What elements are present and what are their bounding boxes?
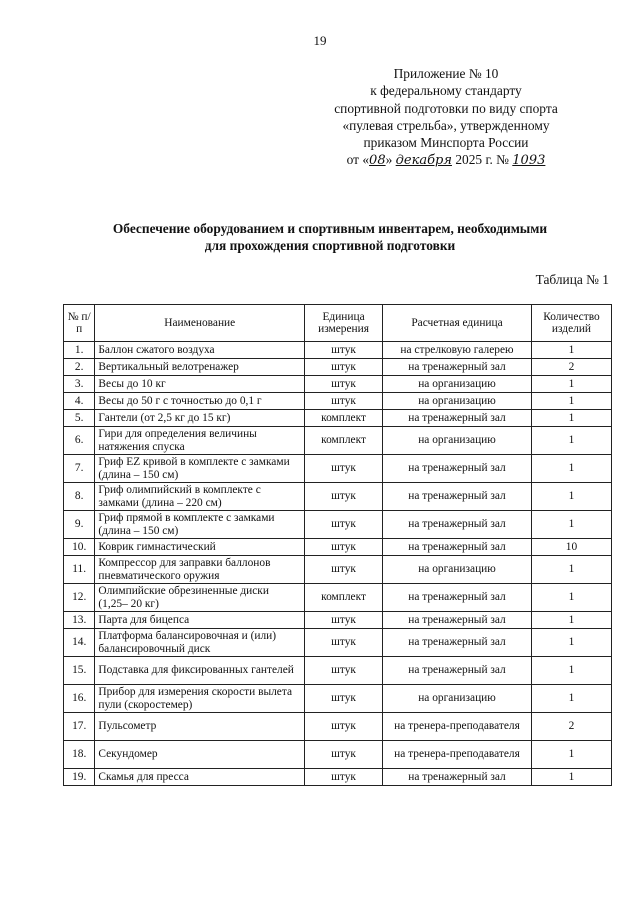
quantity-cell: 1 <box>531 511 611 539</box>
unit-cell: штук <box>305 483 383 511</box>
table-row <box>64 427 612 455</box>
item-name-cell: Гриф прямой в комплекте с замками (длина – 150 см) <box>95 511 305 539</box>
quantity-cell: 1 <box>531 427 611 455</box>
appendix-date-line <box>296 151 596 169</box>
date-prefix: от « <box>346 152 370 168</box>
calc-unit-cell: на организацию <box>383 376 532 393</box>
unit-cell: штук <box>305 713 383 741</box>
appendix-title: Приложение № 10 <box>393 66 499 81</box>
calc-unit-cell: на тренажерный зал <box>383 511 532 539</box>
row-number-cell: 18. <box>64 741 95 769</box>
date-year: 2025 г. № <box>455 152 509 168</box>
table-row <box>64 612 612 629</box>
quantity-cell: 1 <box>531 769 611 786</box>
unit-cell: штук <box>305 455 383 483</box>
table-row <box>64 342 612 359</box>
calc-unit-cell: на тренажерный зал <box>383 483 532 511</box>
row-number-cell: 12. <box>64 584 95 612</box>
appendix-line-sport: спортивной подготовки по виду спорта <box>334 100 558 116</box>
row-number-cell: 6. <box>64 427 95 455</box>
unit-cell: штук <box>305 657 383 685</box>
row-number-cell: 5. <box>64 410 95 427</box>
table-row <box>64 685 612 713</box>
row-number-cell: 1. <box>64 342 95 359</box>
calc-unit-cell: на тренажерный зал <box>383 584 532 612</box>
quantity-cell: 1 <box>531 584 611 612</box>
row-number-cell: 17. <box>64 713 95 741</box>
appendix-line-discipline: «пулевая стрельба», утвержденному <box>342 117 550 133</box>
unit-cell: штук <box>305 359 383 376</box>
quantity-cell: 1 <box>531 393 611 410</box>
calc-unit-cell: на тренажерный зал <box>383 657 532 685</box>
table-row <box>64 539 612 556</box>
calc-unit-cell: на тренажерный зал <box>383 612 532 629</box>
quantity-cell: 1 <box>531 657 611 685</box>
quantity-cell: 1 <box>531 483 611 511</box>
item-name-cell: Весы до 10 кг <box>95 376 305 393</box>
table-header-row <box>64 305 612 342</box>
quantity-cell: 10 <box>531 539 611 556</box>
appendix-block <box>296 65 596 170</box>
row-number-cell: 9. <box>64 511 95 539</box>
item-name-cell: Гриф олимпийский в комплекте с замками (длина – 220 см) <box>95 483 305 511</box>
row-number-cell: 15. <box>64 657 95 685</box>
document-heading <box>60 220 600 254</box>
row-number-cell: 16. <box>64 685 95 713</box>
table-row <box>64 713 612 741</box>
row-number-cell: 4. <box>64 393 95 410</box>
table-row <box>64 483 612 511</box>
item-name-cell: Парта для бицепса <box>95 612 305 629</box>
unit-cell: штук <box>305 629 383 657</box>
appendix-line-standard: к федеральному стандарту <box>370 83 522 99</box>
quantity-cell: 1 <box>531 556 611 584</box>
calc-unit-cell: на тренажерный зал <box>383 455 532 483</box>
calc-unit-cell: на организацию <box>383 685 532 713</box>
header-quantity: Количество изделий <box>531 305 611 342</box>
quantity-cell: 1 <box>531 410 611 427</box>
table-row <box>64 584 612 612</box>
unit-cell: штук <box>305 539 383 556</box>
calc-unit-cell: на организацию <box>383 556 532 584</box>
calc-unit-cell: на тренажерный зал <box>383 410 532 427</box>
item-name-cell: Скамья для пресса <box>95 769 305 786</box>
row-number-cell: 8. <box>64 483 95 511</box>
row-number-cell: 7. <box>64 455 95 483</box>
item-name-cell: Гриф EZ кривой в комплекте с замками (длина – 150 см) <box>95 455 305 483</box>
calc-unit-cell: на тренажерный зал <box>383 769 532 786</box>
unit-cell: штук <box>305 556 383 584</box>
unit-cell: штук <box>305 612 383 629</box>
row-number-cell: 3. <box>64 376 95 393</box>
row-number-cell: 10. <box>64 539 95 556</box>
row-number-cell: 2. <box>64 359 95 376</box>
table-row <box>64 741 612 769</box>
table-row <box>64 393 612 410</box>
calc-unit-cell: на тренера-преподавателя <box>383 741 532 769</box>
unit-cell: комплект <box>305 410 383 427</box>
appendix-line-order: приказом Минспорта России <box>363 135 529 151</box>
quantity-cell: 1 <box>531 685 611 713</box>
row-number-cell: 14. <box>64 629 95 657</box>
row-number-cell: 13. <box>64 612 95 629</box>
item-name-cell: Баллон сжатого воздуха <box>95 342 305 359</box>
date-day: 08 <box>369 153 386 169</box>
table-row <box>64 376 612 393</box>
header-name: Наименование <box>95 305 305 342</box>
table-row <box>64 629 612 657</box>
item-name-cell: Олимпийские обрезиненные диски (1,25– 20 кг) <box>95 584 305 612</box>
header-number: № п/п <box>64 305 95 342</box>
item-name-cell: Секундомер <box>95 741 305 769</box>
unit-cell: комплект <box>305 427 383 455</box>
heading-line-2: для прохождения спортивной подготовки <box>204 238 456 253</box>
quantity-cell: 1 <box>531 612 611 629</box>
quantity-cell: 1 <box>531 376 611 393</box>
unit-cell: штук <box>305 393 383 410</box>
unit-cell: штук <box>305 741 383 769</box>
quantity-cell: 1 <box>531 455 611 483</box>
calc-unit-cell: на тренажерный зал <box>383 539 532 556</box>
quantity-cell: 1 <box>531 629 611 657</box>
item-name-cell: Подставка для фиксированных гантелей <box>95 657 305 685</box>
table-row <box>64 511 612 539</box>
table-row <box>64 455 612 483</box>
calc-unit-cell: на организацию <box>383 393 532 410</box>
item-name-cell: Вертикальный велотренажер <box>95 359 305 376</box>
equipment-table <box>63 304 612 786</box>
unit-cell: штук <box>305 342 383 359</box>
item-name-cell: Платформа балансировочная и (или) балансировочный диск <box>95 629 305 657</box>
row-number-cell: 19. <box>64 769 95 786</box>
header-unit: Единица измерения <box>305 305 383 342</box>
unit-cell: штук <box>305 511 383 539</box>
table-body <box>64 342 612 786</box>
row-number-cell: 11. <box>64 556 95 584</box>
quantity-cell: 2 <box>531 359 611 376</box>
order-number: 1093 <box>512 153 546 169</box>
item-name-cell: Пульсометр <box>95 713 305 741</box>
quantity-cell: 2 <box>531 713 611 741</box>
unit-cell: штук <box>305 685 383 713</box>
calc-unit-cell: на тренажерный зал <box>383 629 532 657</box>
item-name-cell: Гантели (от 2,5 кг до 15 кг) <box>95 410 305 427</box>
date-mid: » <box>385 152 393 168</box>
table-row <box>64 769 612 786</box>
calc-unit-cell: на тренажерный зал <box>383 359 532 376</box>
table-row <box>64 556 612 584</box>
header-calc-unit: Расчетная единица <box>383 305 532 342</box>
table-label: Таблица № 1 <box>535 272 609 287</box>
unit-cell: штук <box>305 769 383 786</box>
item-name-cell: Компрессор для заправки баллонов пневматического оружия <box>95 556 305 584</box>
unit-cell: штук <box>305 376 383 393</box>
table-row <box>64 410 612 427</box>
table-row <box>64 359 612 376</box>
item-name-cell: Гири для определения величины натяжения спуска <box>95 427 305 455</box>
date-month: декабря <box>395 153 452 169</box>
table-row <box>64 657 612 685</box>
page-number: 19 <box>313 33 327 48</box>
quantity-cell: 1 <box>531 342 611 359</box>
item-name-cell: Весы до 50 г с точностью до 0,1 г <box>95 393 305 410</box>
heading-line-1: Обеспечение оборудованием и спортивным инвентарем, необходимыми <box>112 221 548 236</box>
quantity-cell: 1 <box>531 741 611 769</box>
item-name-cell: Прибор для измерения скорости вылета пули (скоростемер) <box>95 685 305 713</box>
calc-unit-cell: на тренера-преподавателя <box>383 713 532 741</box>
calc-unit-cell: на стрелковую галерею <box>383 342 532 359</box>
calc-unit-cell: на организацию <box>383 427 532 455</box>
item-name-cell: Коврик гимнастический <box>95 539 305 556</box>
unit-cell: комплект <box>305 584 383 612</box>
